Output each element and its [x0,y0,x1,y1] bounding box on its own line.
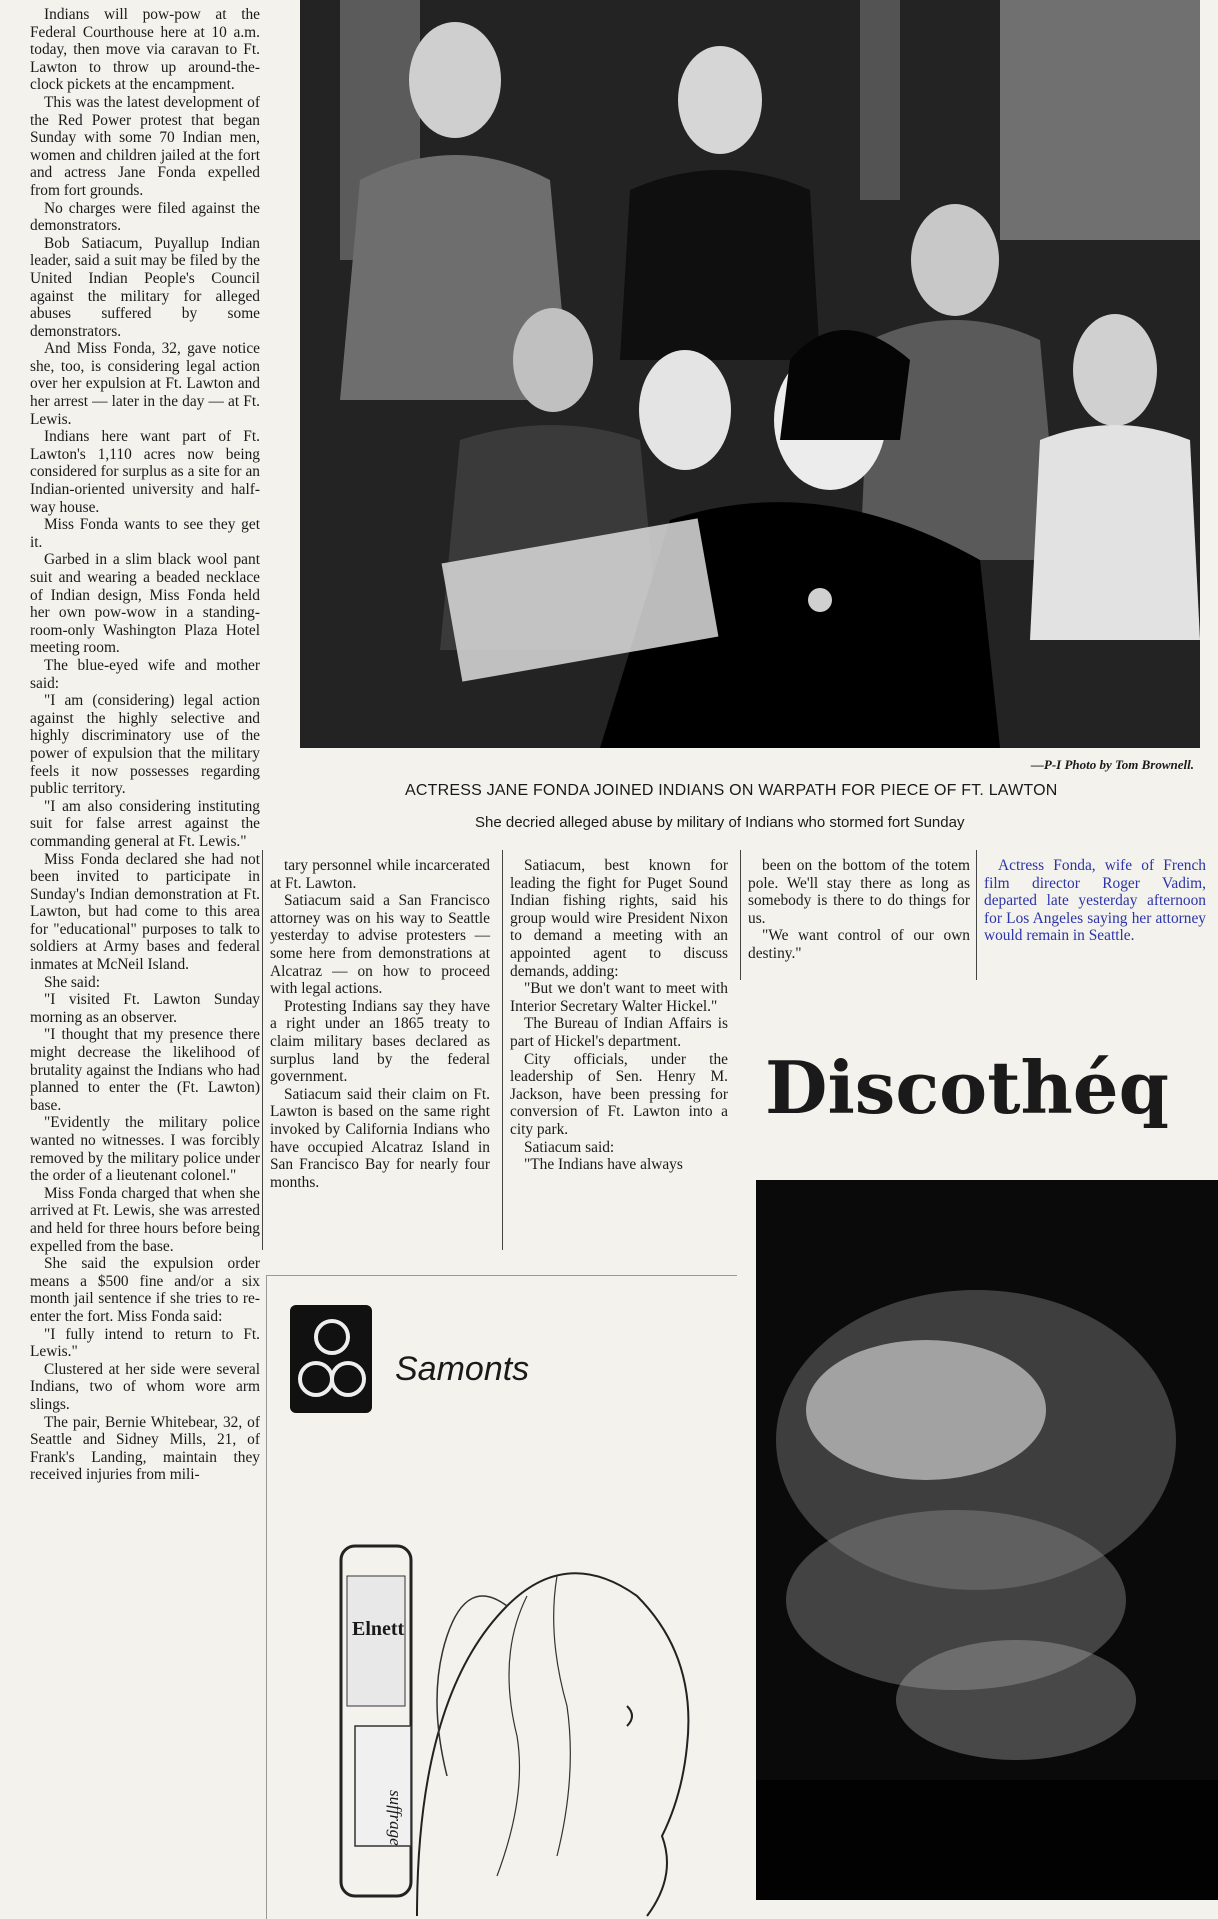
ad-photo-illustration [756,1180,1218,1900]
paragraph: She said the expulsion order means a $500 fine and/or a six month jail sentence if she tries to re-enter the fort. Miss Fonda said: [30,1255,260,1325]
paragraph: "I am (considering) legal action against the highly selective and highly discriminatory use of the power of expulsion that the military feels it now possesses regarding public territory. [30,692,260,798]
paragraph: Actress Fonda, wife of French film director Roger Vadim, departed late yesterday afternoon for Los Angeles saying her attorney would remain in Seattle. [984,857,1206,945]
paragraph: "I fully intend to return to Ft. Lewis." [30,1325,260,1361]
paragraph: Satiacum said their claim on Ft. Lawton is based on the same right invoked by California Indians who have occupied Alcatraz Island in San Francisco Bay for nearly four months. [270,1085,490,1191]
ad-headline: Discothéq [765,1045,1169,1130]
bottle-label-top: Elnett [352,1618,405,1640]
article-column-1 [30,6,260,1484]
paragraph: Satiacum said: [524,1138,615,1156]
paragraph: The pair, Bernie Whitebear, 32, of Seattle and Sidney Mills, 21, of Frank's Landing, maintain they received injuries from mili- [30,1413,260,1484]
samonts-logo [290,1305,372,1413]
column-rule [976,850,977,980]
paragraph: Garbed in a slim black wool pant suit and wearing a beaded necklace of Indian design, Miss Fonda held her own pow-wow in a standing-room-only Washington Plaza Hotel meeting room. [30,551,260,657]
paragraph: City officials, under the leadership of Sen. Henry M. Jackson, have been pressing for conversion of Ft. Lawton into a city park. [510,1050,728,1138]
article-column-3 [510,857,728,1174]
paragraph: "I thought that my presence there might decrease the likelihood of brutality against the Indians who had planned to enter the (Ft. Lawton) base. [30,1026,260,1114]
paragraph: The blue-eyed wife and mother said: [30,656,260,692]
paragraph: "The Indians have always [524,1156,683,1174]
paragraph: She said: [44,973,101,991]
paragraph: The Bureau of Indian Affairs is part of Hickel's department. [510,1015,728,1050]
paragraph: tary personnel while incarcerated at Ft. Lawton. [270,857,490,892]
news-photo [300,0,1200,748]
article-column-4 [748,857,970,963]
photo-credit: —P-I Photo by Tom Brownell. [1030,757,1194,772]
column-rule [740,850,741,980]
paragraph: been on the bottom of the totem pole. We'll stay there as long as somebody is there to do things for us. [748,857,970,927]
paragraph: Satiacum, best known for leading the fight for Puget Sound Indian fishing rights, said his group would wire President Nixon to demand a meeting with an appointed agent to discuss demands, adding: [510,857,728,980]
paragraph: "But we don't want to meet with Interior Secretary Walter Hickel." [510,980,728,1015]
paragraph: Miss Fonda wants to see they get it. [30,516,260,551]
ad-photo [756,1180,1218,1900]
column-rule [262,850,263,1250]
paragraph: This was the latest development of the Red Power protest that began Sunday with some 70 Indian men, women and children jailed at the fort and actress Jane Fonda expelled from fort grounds. [30,93,260,199]
paragraph: Indians here want part of Ft. Lawton's 1,110 acres now being considered for surplus as a site for an Indian-oriented university and half-way house. [30,428,260,516]
article-column-2 [270,857,490,1191]
paragraph: Protesting Indians say they have a right under an 1865 treaty to claim military bases declared as surplus land by the federal government. [270,997,490,1086]
paragraph: Miss Fonda declared she had not been invited to participate in Sunday's Indian demonstration at Ft. Lawton, but had come to this area for "educational" purposes to talk to soldiers at Army bases and federal inmates at McNeil Island. [30,850,260,974]
samonts-brand: Samonts [395,1350,530,1388]
photo-caption-headline: ACTRESS JANE FONDA JOINED INDIANS ON WARPATH FOR PIECE OF FT. LAWTON [405,782,1058,799]
paragraph: "Evidently the military police wanted no witnesses. I was forcibly removed by the military police under the order of a lieutenant colonel." [30,1114,260,1185]
photo-caption-subhead: She decried alleged abuse by military of Indians who stormed fort Sunday [475,814,965,831]
photo-illustration [300,0,1200,748]
column-rule [502,850,503,1250]
article-column-5 [984,857,1206,945]
spiral-logo-icon [290,1305,372,1413]
paragraph: "I am also considering instituting suit for false arrest against the commanding general at Ft. Lewis." [30,797,260,850]
paragraph: No charges were filed against the demonstrators. [30,199,260,235]
paragraph: "We want control of our own destiny." [748,927,970,962]
paragraph: Clustered at her side were several Indians, two of whom wore arm slings. [30,1360,260,1413]
paragraph: Bob Satiacum, Puyallup Indian leader, said a suit may be filed by the United Indian People's Council against the military for alleged abuses suffered by some demonstrators. [30,234,260,340]
paragraph: Miss Fonda charged that when she arrived at Ft. Lewis, she was arrested and held for three hours before being expelled from the base. [30,1184,260,1255]
paragraph: "I visited Ft. Lawton Sunday morning as an observer. [30,991,260,1026]
paragraph: Satiacum said a San Francisco attorney was on his way to Seattle yesterday to advise protesters — some here from demonstrations at Alcatraz — on how to proceed with legal actions. [270,892,490,998]
paragraph: And Miss Fonda, 32, gave notice she, too, is considering legal action over her expulsion at Ft. Lawton and her arrest — later in the day — at Ft. Lewis. [30,340,260,428]
bottle-label-bottom: suffrage [386,1790,405,1846]
paragraph: Indians will pow-pow at the Federal Courthouse here at 10 a.m. today, then move via caravan to Ft. Lawton to throw up around-the-clock pickets at the encampment. [30,6,260,94]
